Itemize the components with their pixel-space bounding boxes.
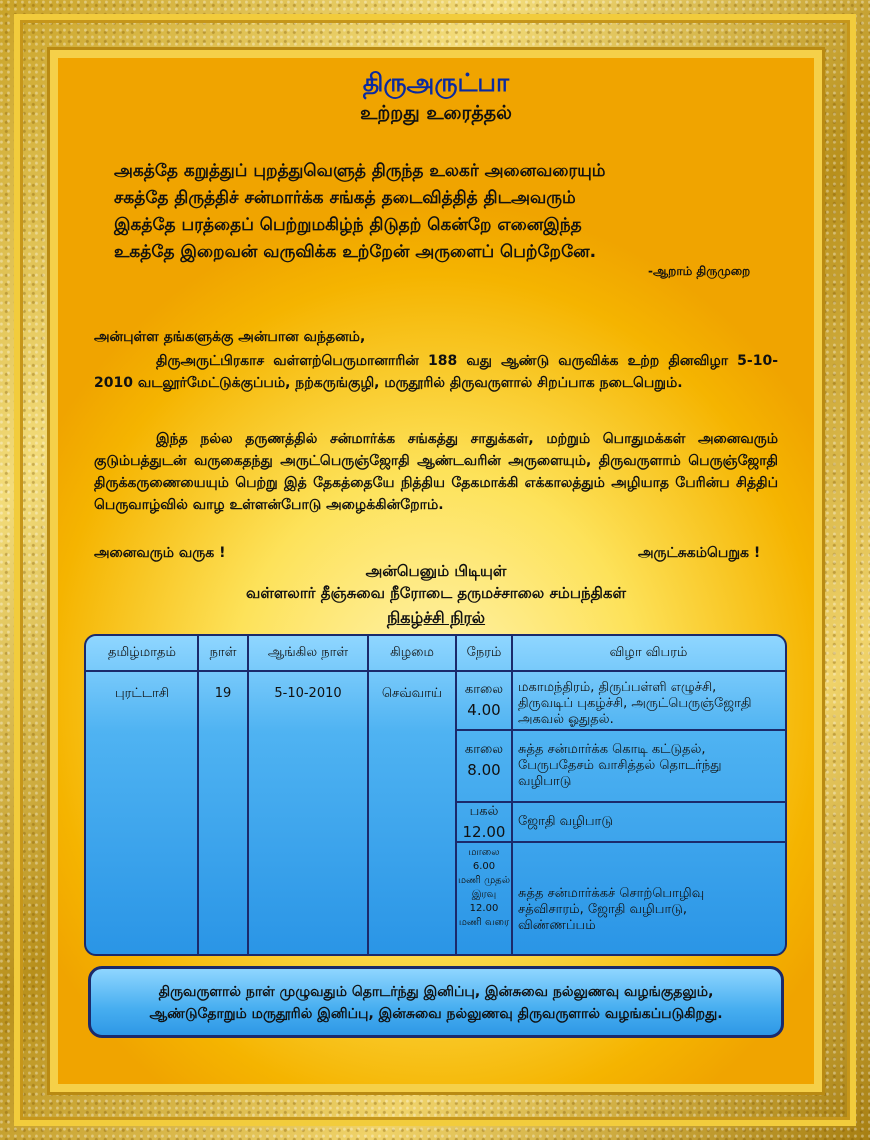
event-details: சுத்த சன்மார்க்கச் சொற்பொழிவு சத்விசாரம், ஜோதி வழிபாடு, விண்ணப்பம் xyxy=(518,886,705,933)
event-time: மாலை 6.00 மணி முதல் இரவு 12.00 மணி வரை xyxy=(457,847,511,928)
page-subtitle: உற்றது உரைத்தல் xyxy=(360,102,512,124)
schedule-table xyxy=(84,634,787,956)
letter-greeting: அன்புள்ள தங்களுக்கு அன்பான வந்தனம், xyxy=(94,329,366,345)
header-weekday: கிழமை xyxy=(390,645,434,660)
column-divider xyxy=(197,636,199,956)
welcome-text: அனைவரும் வருக ! xyxy=(94,545,226,561)
poem-line: இகத்தே பரத்தைப் பெற்றுமகிழ்ந் திடுதற் கென்றே எனைஇந்த xyxy=(114,215,582,235)
header-day: நாள் xyxy=(209,645,237,660)
invitation-content xyxy=(58,58,814,1084)
cell-day: 19 xyxy=(214,686,232,701)
cell-english-date: 5-10-2010 xyxy=(274,686,342,701)
footer-note xyxy=(88,966,784,1038)
event-details: சுத்த சன்மார்க்க கொடி கட்டுதல், பேருபதேசம் வாசித்தல் தொடர்ந்து வழிபாடு xyxy=(518,742,722,789)
schedule-header-row xyxy=(86,636,785,672)
footer-line-1: திருவருளால் நாள் முழுவதும் தொடர்ந்து இனிப்பு, இன்சுவை நல்லுணவு வழங்குதலும், xyxy=(158,984,714,1000)
poem-verse xyxy=(114,158,774,266)
poem-attribution: -ஆறாம் திருமுறை xyxy=(648,264,751,278)
cell-weekday: செவ்வாய் xyxy=(381,686,443,701)
program-title: நிகழ்ச்சி நிரல் xyxy=(386,608,486,627)
event-time: பகல் 12.00 xyxy=(462,804,506,841)
header-tamil-month: தமிழ்மாதம் xyxy=(108,645,176,660)
poem-line: உகத்தே இறைவன் வருவிக்க உற்றேன் அருளைப் பெற்றேனே. xyxy=(114,242,597,262)
organizer-line-2: வள்ளலார் தீஞ்சுவை நீரோடை தருமச்சாலை சம்பந்திகள் xyxy=(245,584,627,602)
event-time: காலை 4.00 xyxy=(464,682,504,719)
letter-paragraph-1: திருஅருட்பிரகாச வள்ளற்பெருமானாரின் 188 வது ஆண்டு வருவிக்க உற்ற தினவிழா 5-10-2010 வடலூர்மேட்டுக்குப்பம், நற்கருங்குழி, மருதூரில் திருவருளால் சிறப்பாக நடைபெறும். xyxy=(94,353,778,391)
header-time: நேரம் xyxy=(466,645,502,660)
letter-paragraph-2: இந்த நல்ல தருணத்தில் சன்மார்க்க சங்கத்து சாதுக்கள், மற்றும் பொதுமக்கள் அனைவரும் குடும்பத்துடன் வருகைதந்து அருட்பெருஞ்ஜோதி ஆண்டவரின் அருளையும், திருவருளாம் பெருஞ்ஜோதி திருக்கருணையையும் பெற்று இத் தேகத்தையே நித்திய தேகமாக்கி எக்காலத்தும் அழியாத பேரின்ப சித்திப் பெருவாழ்வில் வாழ உள்ளன்போடு அழைக்கின்றோம். xyxy=(94,431,778,513)
poem-line: சகத்தே திருத்திச் சன்மார்க்க சங்கத் தடைவித்தித் திடஅவரும் xyxy=(114,188,576,208)
cell-tamil-month: புரட்டாசி xyxy=(114,686,170,701)
row-divider xyxy=(456,729,785,731)
column-divider xyxy=(247,636,249,956)
footer-line-2: ஆண்டுதோறும் மருதூரில் இனிப்பு, இன்சுவை நல்லுணவு திருவருளால் வழங்கப்படுகிறது. xyxy=(149,1006,723,1022)
organizer-line-1: அன்பெனும் பிடியுள் xyxy=(365,562,507,580)
event-time: காலை 8.00 xyxy=(464,742,504,779)
header-details: விழா விபரம் xyxy=(609,645,688,660)
column-divider xyxy=(367,636,369,956)
poem-line: அகத்தே கறுத்துப் புறத்துவெளுத் திருந்த உலகர் அனைவரையும் xyxy=(114,161,606,181)
page-title: திருஅருட்பா xyxy=(362,68,510,97)
wish-text: அருட்சுகம்பெறுக ! xyxy=(638,545,761,561)
header-english-date: ஆங்கில நாள் xyxy=(267,645,349,660)
event-details: ஜோதி வழிபாடு xyxy=(518,814,613,829)
event-details: மகாமந்திரம், திருப்பள்ளி எழுச்சி, திருவடிப் புகழ்ச்சி, அருட்பெருஞ்ஜோதி அகவல் ஓதுதல். xyxy=(518,680,752,727)
